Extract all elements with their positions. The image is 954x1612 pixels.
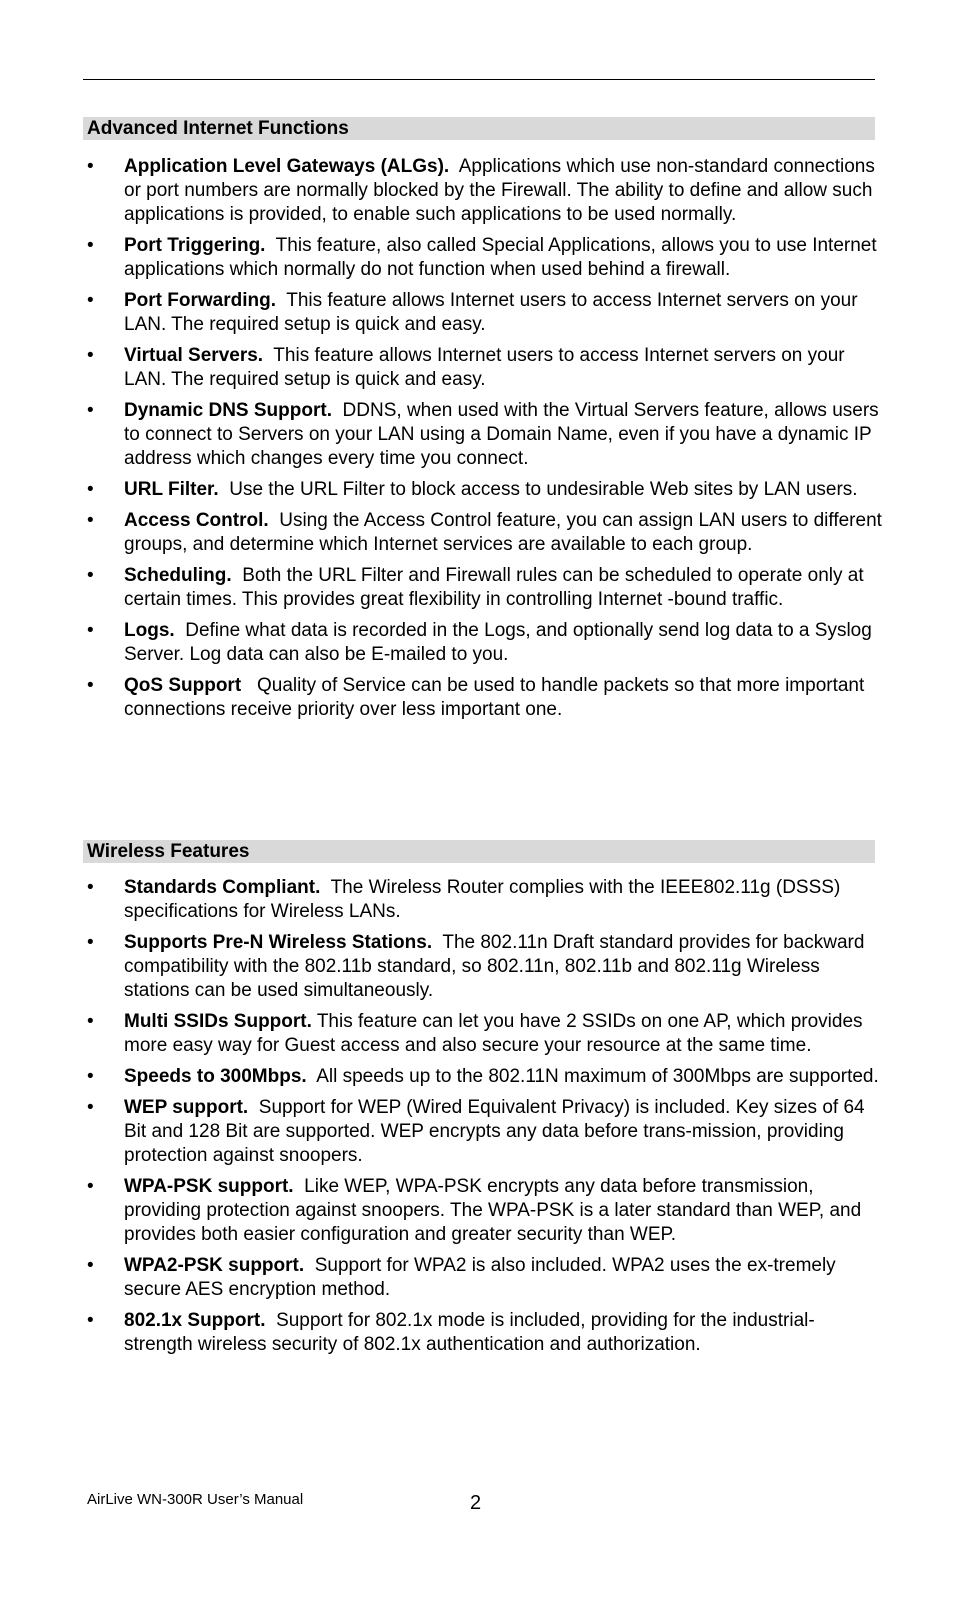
bullet-icon: • (87, 565, 94, 586)
list-item: • Port Forwarding. This feature allows Internet users to access Internet servers on your LAN. The required setup is quick and easy. (87, 290, 858, 335)
bullet-icon: • (87, 156, 94, 177)
bullet-icon: • (87, 1097, 94, 1118)
bullet-icon: • (87, 1011, 94, 1032)
list-item: • Logs. Define what data is recorded in the Logs, and optionally send log data to a Syslog Server. Log data can also be E-mailed to you. (87, 620, 872, 665)
bullet-icon: • (87, 932, 94, 953)
bullet-icon: • (87, 235, 94, 256)
bullet-icon: • (87, 1255, 94, 1276)
list-item: • Dynamic DNS Support. DDNS, when used with the Virtual Servers feature, allows users to connect to Servers on your LAN using a Domain Name, even if you have a dynamic IP address which changes every time you connect. (87, 400, 879, 469)
bullet-icon: • (87, 675, 94, 696)
list-item: • Scheduling. Both the URL Filter and Firewall rules can be scheduled to operate only at certain times. This provides great flexibility in controlling Internet -bound traffic. (87, 565, 864, 610)
footer-manual-title: AirLive WN-300R User’s Manual (87, 1491, 304, 1508)
list-item: • Virtual Servers. This feature allows Internet users to access Internet servers on your LAN. The required setup is quick and easy. (87, 345, 845, 390)
bullet-icon: • (87, 1176, 94, 1197)
bullet-icon: • (87, 877, 94, 898)
list-item: • Access Control. Using the Access Control feature, you can assign LAN users to different groups, and determine which Internet services are available to each group. (87, 510, 882, 555)
bullet-icon: • (87, 620, 94, 641)
list-item: • QoS Support Quality of Service can be used to handle packets so that more important connections receive priority over less important one. (87, 675, 865, 720)
list-item: • WPA-PSK support. Like WEP, WPA-PSK encrypts any data before transmission, providing protection against snoopers. The WPA-PSK is a later standard than WEP, and provides both easier configuration and greater security than WEP. (87, 1176, 862, 1245)
bullet-icon: • (87, 510, 94, 531)
list-item: • Application Level Gateways (ALGs). Applications which use non-standard connections or port numbers are normally blocked by the Firewall. The ability to define and allow such applications is provided, to enable such applications to be used normally. (87, 156, 875, 225)
list-item: • URL Filter. Use the URL Filter to block access to undesirable Web sites by LAN users. (87, 479, 858, 500)
list-item: • Supports Pre-N Wireless Stations. The 802.11n Draft standard provides for backward compatibility with the 802.11b standard, so 802.11n, 802.11b and 802.11g Wireless stations can be used simultaneously. (87, 932, 865, 1001)
list-item: • Port Triggering. This feature, also called Special Applications, allows you to use Internet applications which normally do not function when used behind a firewall. (87, 235, 877, 280)
list-item: • WPA2-PSK support. Support for WPA2 is also included. WPA2 uses the ex-tremely secure AES encryption method. (87, 1255, 836, 1300)
advanced-internet-list (83, 155, 883, 729)
list-item: • Multi SSIDs Support. This feature can let you have 2 SSIDs on one AP, which provides more easy way for Guest access and also secure your resource at the same time. (87, 1011, 863, 1056)
bullet-icon: • (87, 1066, 94, 1087)
bullet-icon: • (87, 1310, 94, 1331)
list-item: • 802.1x Support. Support for 802.1x mode is included, providing for the industrial-strength wireless security of 802.1x authentication and authorization. (87, 1310, 815, 1355)
list-item: • Standards Compliant. The Wireless Router complies with the IEEE802.11g (DSSS) specifications for Wireless LANs. (87, 877, 841, 922)
list-item: • Speeds to 300Mbps. All speeds up to the 802.11N maximum of 300Mbps are supported. (87, 1066, 879, 1087)
bullet-icon: • (87, 479, 94, 500)
section-heading-wireless-features: Wireless Features (83, 840, 875, 863)
bullet-icon: • (87, 345, 94, 366)
wireless-features-list (83, 876, 883, 1364)
section-heading-advanced-internet: Advanced Internet Functions (83, 117, 875, 140)
footer-page-number: 2 (470, 1492, 482, 1514)
bullet-icon: • (87, 290, 94, 311)
list-item: • WEP support. Support for WEP (Wired Equivalent Privacy) is included. Key sizes of 64 Bit and 128 Bit are supported. WEP encrypts any data before trans-mission, providing protection against snoopers. (87, 1097, 865, 1166)
header-rule (83, 79, 875, 80)
bullet-icon: • (87, 400, 94, 421)
